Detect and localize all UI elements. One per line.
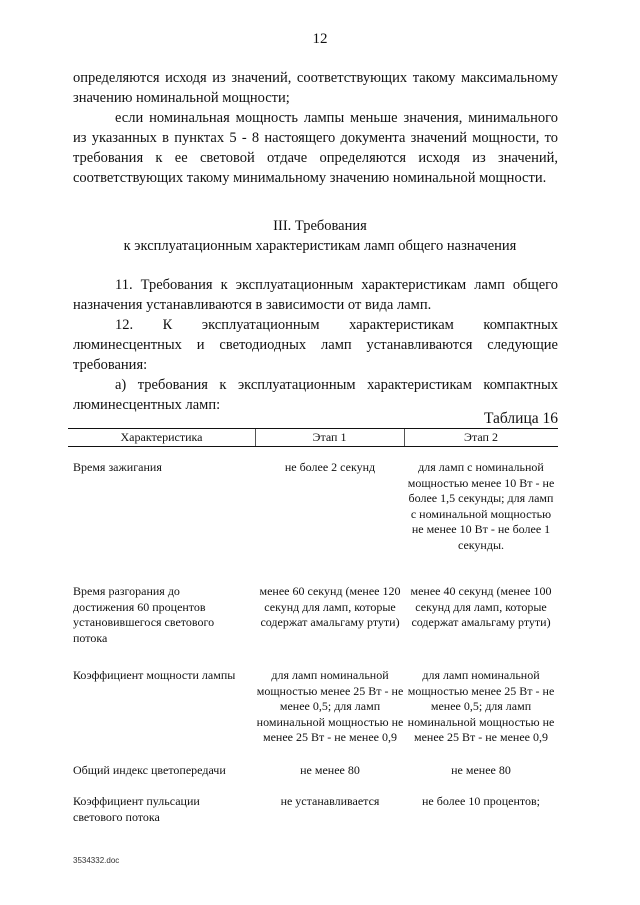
row-characteristic: Время зажигания <box>73 460 162 474</box>
row-stage-2: не менее 80 <box>451 763 511 777</box>
row-characteristic: Общий индекс цветопередачи <box>73 763 226 777</box>
page-number: 12 <box>312 31 328 47</box>
row-characteristic: Время разгорания до достижения 60 процентов установившегося светового потока <box>73 584 215 645</box>
section-subtitle: к эксплуатационным характеристикам ламп общего назначения <box>123 238 517 254</box>
paragraph-12: 12. К эксплуатационным характеристикам компактных люминесцентных и светодиодных ламп устанавливаются следующие требования: <box>73 317 558 373</box>
row-stage-1: менее 60 секунд (менее 120 секунд для ламп, которые содержат амальгаму ртути) <box>259 584 401 629</box>
row-stage-1: не устанавливается <box>280 794 380 808</box>
table-caption: Таблица 16 <box>483 410 558 427</box>
paragraph-12a: а) требования к эксплуатационным характеристикам компактных люминесцентных ламп: <box>73 377 558 413</box>
row-characteristic: Коэффициент мощности лампы <box>73 668 236 682</box>
row-stage-1: для ламп номинальной мощностью менее 25 Вт - не менее 0,5; для ламп номинальной мощностью не менее 25 Вт - не менее 0,9 <box>256 668 404 744</box>
header-characteristic: Характеристика <box>120 430 203 444</box>
row-stage-1: не более 2 секунд <box>284 460 376 474</box>
footer-file-code: 3534332.doc <box>73 856 120 865</box>
row-stage-2: не более 10 процентов; <box>421 794 540 808</box>
row-stage-2: для ламп с номинальной мощностью менее 10 Вт - не более 1,5 секунды; для ламп с номинальной мощностью не менее 10 Вт - не более 1 секунды. <box>407 460 555 552</box>
row-stage-2: для ламп номинальной мощностью менее 25 Вт - не менее 0,5; для ламп номинальной мощностью не менее 25 Вт - не менее 0,9 <box>407 668 555 744</box>
paragraph-11: 11. Требования к эксплуатационным характеристикам ламп общего назначения устанавливаются в зависимости от вида ламп. <box>73 277 558 313</box>
row-stage-1: не менее 80 <box>300 763 360 777</box>
paragraph-continuation: определяются исходя из значений, соответствующих такому максимальному значению номинальной мощности; <box>73 70 558 106</box>
row-stage-2: менее 40 секунд (менее 100 секунд для ламп, которые содержат амальгаму ртути) <box>410 584 552 629</box>
row-characteristic: Коэффициент пульсации светового потока <box>73 794 200 824</box>
table-header <box>68 428 558 447</box>
header-stage-1: Этап 1 <box>312 430 347 444</box>
header-stage-2: Этап 2 <box>464 430 498 444</box>
paragraph-min-power: если номинальная мощность лампы меньше значения, минимального из указанных в пунктах 5 - 8 настоящего документа значений мощности, то требования к ее световой отдаче определяются исходя из значений, соответствующих такому минимальному значению номинальной мощности. <box>73 110 558 186</box>
section-title: III. Требования <box>273 218 367 234</box>
